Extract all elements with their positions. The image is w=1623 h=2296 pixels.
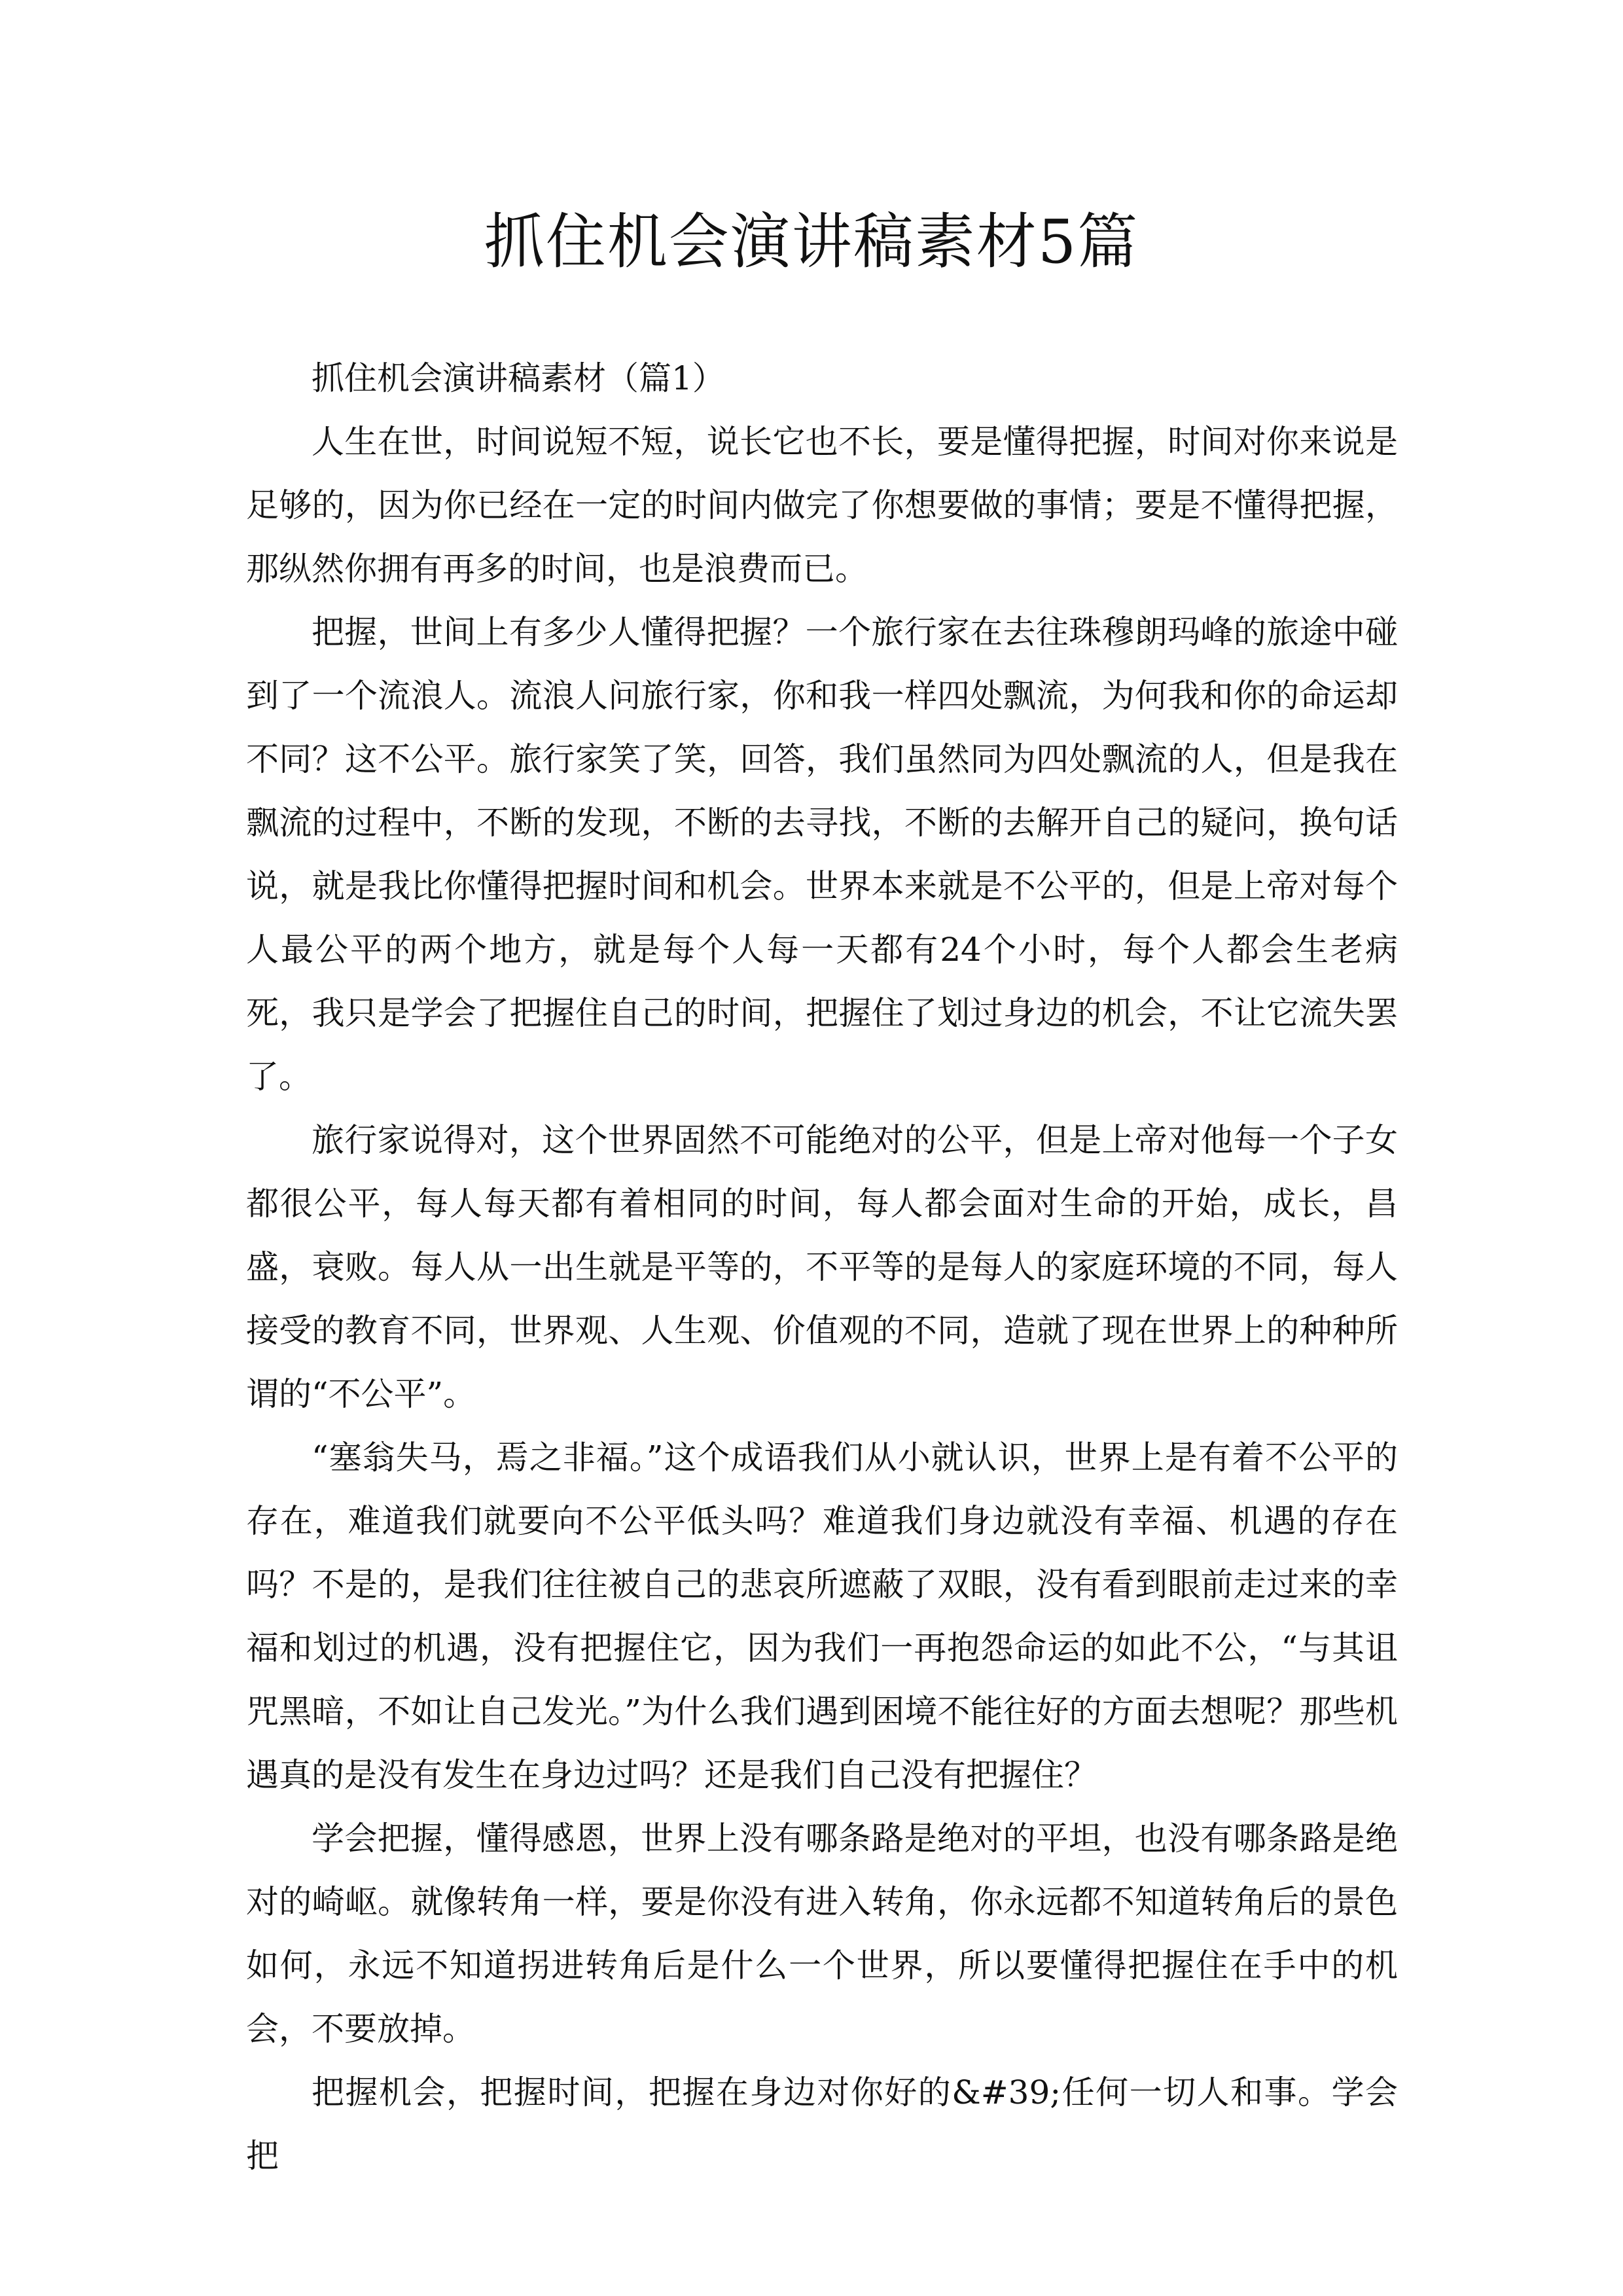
body-paragraph: 学会把握，懂得感恩，世界上没有哪条路是绝对的平坦，也没有哪条路是绝对的崎岖。就像转角一样，要是你没有进入转角，你永远都不知道转角后的景色如何，永远不知道拐进转角后是什么一个世界，所以要懂得把握住在手中的机会，不要放掉。: [246, 1820, 1398, 2048]
document-body: [246, 347, 1398, 2188]
document-title: 抓住机会演讲稿素材5篇: [484, 207, 1139, 277]
body-paragraph: 把握机会，把握时间，把握在身边对你好的&#39;任何一切人和事。学会把: [246, 2073, 1398, 2175]
body-paragraph: 把握，世间上有多少人懂得把握？一个旅行家在去往珠穆朗玛峰的旅途中碰到了一个流浪人。流浪人问旅行家，你和我一样四处飘流，为何我和你的命运却不同？这不公平。旅行家笑了笑，回答，我们虽然同为四处飘流的人，但是我在飘流的过程中，不断的发现，不断的去寻找，不断的去解开自己的疑问，换句话说，就是我比你懂得把握时间和机会。世界本来就是不公平的，但是上帝对每个人最公平的两个地方，就是每个人每一天都有24个小时，每个人都会生老病死，我只是学会了把握住自己的时间，把握住了划过身边的机会，不让它流失罢了。: [246, 613, 1398, 1096]
body-paragraph: 人生在世，时间说短不短，说长它也不长，要是懂得把握，时间对你来说是足够的，因为你已经在一定的时间内做完了你想要做的事情；要是不懂得把握，那纵然你拥有再多的时间，也是浪费而已。: [246, 423, 1398, 588]
body-paragraph: 旅行家说得对，这个世界固然不可能绝对的公平，但是上帝对他每一个子女都很公平，每人每天都有着相同的时间，每人都会面对生命的开始，成长，昌盛，衰败。每人从一出生就是平等的，不平等的是每人的家庭环境的不同，每人接受的教育不同，世界观、人生观、价值观的不同，造就了现在世界上的种种所谓的“不公平”。: [246, 1121, 1398, 1413]
section-heading: 抓住机会演讲稿素材（篇1）: [312, 359, 725, 397]
body-paragraph: “塞翁失马，焉之非福。”这个成语我们从小就认识，世界上是有着不公平的存在，难道我们就要向不公平低头吗？难道我们身边就没有幸福、机遇的存在吗？不是的，是我们往往被自己的悲哀所遮蔽了双眼，没有看到眼前走过来的幸福和划过的机遇，没有把握住它，因为我们一再抱怨命运的如此不公，“与其诅咒黑暗，不如让自己发光。”为什么我们遇到困境不能往好的方面去想呢？那些机遇真的是没有发生在身边过吗？还是我们自己没有把握住？: [246, 1439, 1398, 1794]
